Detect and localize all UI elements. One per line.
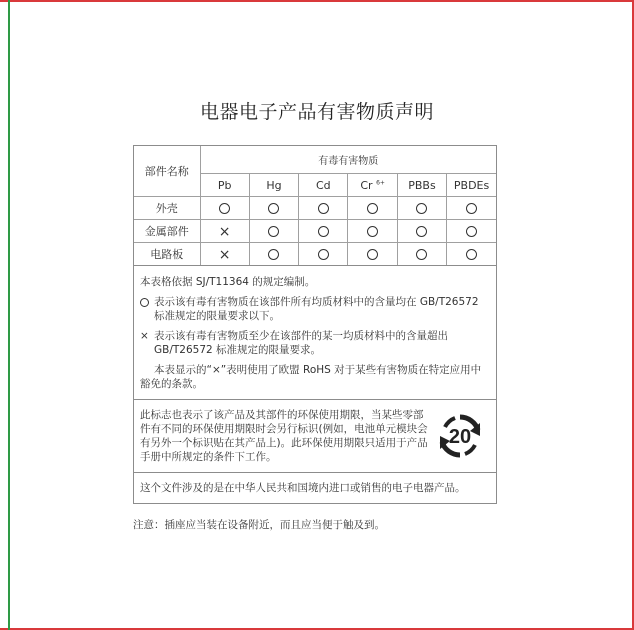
epup-text: 此标志也表示了该产品及其部件的环保使用期限，当某些零部件有不同的环保使用期限时会另行标识(例如，电池单元模块会有另外一个标识贴在其产品上)。此环保使用期限只适用于产品手册中所规定的条件下工作。: [140, 409, 428, 463]
column-header-cd: Cd: [299, 174, 348, 197]
table-row: [134, 220, 496, 243]
scope-statement: 这个文件涉及的是在中华人民共和国境内进口或销售的电子电器产品。: [134, 472, 496, 503]
circle-note-text: 表示该有毒有害物质在该部件所有均质材料中的含量均在 GB/T26572 标准规定的限量要求以下。: [154, 296, 479, 322]
declaration-panel: [133, 145, 497, 504]
epup-section: [134, 399, 496, 472]
cross-mark-icon: ×: [200, 220, 249, 243]
circle-mark-icon: [249, 197, 298, 220]
circle-mark-icon: [249, 243, 298, 266]
part-name-cell: 金属部件: [134, 220, 200, 243]
epup-logo-number: 20: [448, 426, 472, 448]
part-name-cell: 外壳: [134, 197, 200, 220]
column-header-pb: Pb: [200, 174, 249, 197]
table-body: [134, 197, 496, 266]
caution-note: 注意：插座应当装在设备附近，而且应当便于触及到。: [133, 519, 385, 531]
cross-note: [140, 329, 490, 357]
circle-mark-icon: [397, 243, 446, 266]
column-header-pbbs: PBBs: [397, 174, 446, 197]
circle-note: [140, 295, 490, 323]
frame-top-border: [0, 0, 634, 2]
column-header-cr: Cr $^{6+}$: [348, 174, 397, 197]
circle-symbol-icon: [140, 295, 154, 323]
recycle-arrows-icon: [437, 413, 483, 459]
page-title: 电器电子产品有害物质声明: [199, 101, 434, 123]
epup-logo: [430, 413, 490, 459]
cross-note-text: 表示该有毒有害物质至少在该部件的某一均质材料中的含量超出 GB/T26572 标准规定的限量要求。: [154, 330, 448, 356]
substance-group-header: 有毒有害物质: [200, 146, 496, 174]
part-name-cell: 电路板: [134, 243, 200, 266]
circle-mark-icon: [348, 243, 397, 266]
column-header-pbdes: PBDEs: [447, 174, 496, 197]
part-name-header: 部件名称: [134, 146, 200, 197]
rohs-note: 本表显示的“×”表明使用了欧盟 RoHS 对于某些有害物质在特定应用中豁免的条款。: [140, 364, 482, 390]
circle-mark-icon: [447, 220, 496, 243]
circle-mark-icon: [348, 220, 397, 243]
circle-mark-icon: [397, 197, 446, 220]
circle-mark-icon: [348, 197, 397, 220]
circle-mark-icon: [299, 243, 348, 266]
cross-symbol-icon: ×: [140, 330, 149, 342]
hazardous-substance-table: [134, 146, 496, 265]
circle-mark-icon: [299, 197, 348, 220]
cross-mark-icon: ×: [200, 243, 249, 266]
frame-left-border: [8, 0, 10, 630]
table-row: [134, 243, 496, 266]
circle-mark-icon: [200, 197, 249, 220]
column-header-hg: Hg: [249, 174, 298, 197]
circle-mark-icon: [447, 197, 496, 220]
circle-mark-icon: [299, 220, 348, 243]
circle-mark-icon: [249, 220, 298, 243]
notes-section: [134, 265, 496, 399]
table-row: [134, 197, 496, 220]
circle-mark-icon: [447, 243, 496, 266]
basis-note: 本表格依据 SJ/T11364 的规定编制。: [140, 276, 316, 288]
circle-mark-icon: [397, 220, 446, 243]
